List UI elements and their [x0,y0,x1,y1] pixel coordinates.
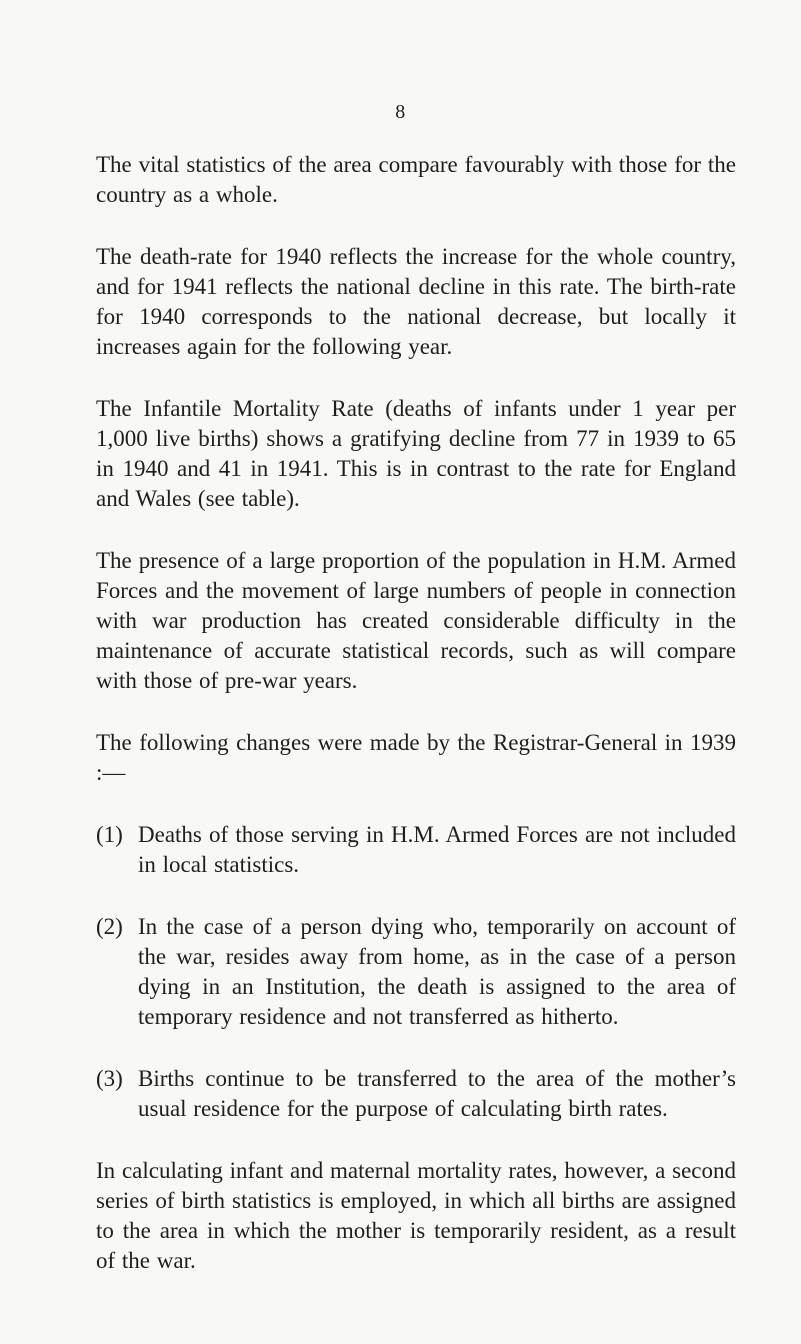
paragraph-vital-statistics: The vital statistics of the area compare favourably with those for the country as a whole. [96,152,736,207]
paragraph-death-birth-rate: The death-rate for 1940 reflects the increase for the whole country, and for 1941 reflects the national decline in this rate. The birth-rate for 1940 corresponds to the national decrease, but locally it increases again for the following year. [96,244,736,359]
list-item-text: Deaths of those serving in H.M. Armed Forces are not included in local statistics. [138,822,736,877]
list-item-text: Births continue to be transferred to the area of the mother’s usual residence for the purpose of calculating birth rates. [138,1066,736,1121]
list-item-number: (3) [96,1066,123,1091]
list-item [96,912,736,1032]
list-item [96,1064,736,1124]
list-item [96,820,736,880]
list-item-number: (2) [96,914,123,939]
page-number: 8 [395,101,406,123]
body-text [96,150,736,1308]
list-item-text: In the case of a person dying who, temporarily on account of the war, resides away from home, as in the case of a person dying in an Institution, the death is assigned to the area of temporary residence and not transferred as hitherto. [138,914,736,1029]
list-item-number: (1) [96,822,123,847]
paragraph-infant-maternal-rates: In calculating infant and maternal mortality rates, however, a second series of birth statistics is employed, in which all births are assigned to the area in which the mother is temporarily resident, as a result of the war. [96,1158,736,1273]
paragraph-armed-forces: The presence of a large proportion of the population in H.M. Armed Forces and the movement of large numbers of people in connection with war production has created considerable difficulty in the maintenance of accurate statistical records, such as will compare with those of pre-war years. [96,548,736,693]
paragraph-infantile-mortality: The Infantile Mortality Rate (deaths of infants under 1 year per 1,000 live births) shows a gratifying decline from 77 in 1939 to 65 in 1940 and 41 in 1941. This is in contrast to the rate for England and Wales (see table). [96,396,736,511]
paragraph-registrar-changes: The following changes were made by the Registrar-General in 1939 :— [96,730,736,785]
